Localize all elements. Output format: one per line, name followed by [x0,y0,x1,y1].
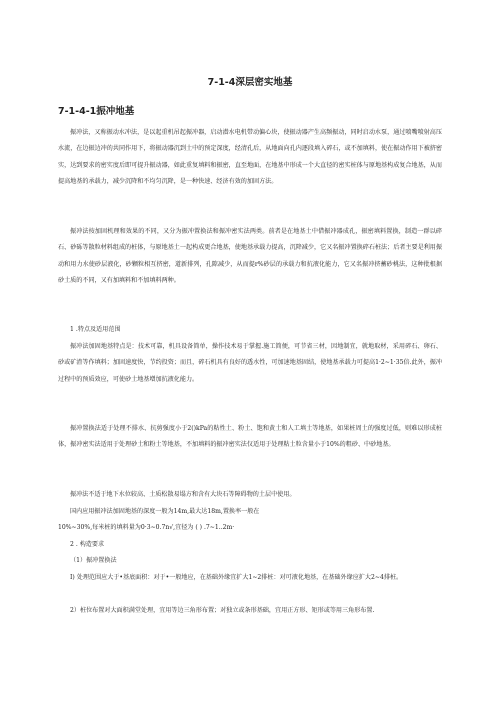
subheading-replacement-method: （1）振冲置换法 [70,557,117,564]
document-title: 7-1-4深层密实地基 [207,77,293,88]
paragraph-depth-line2: 10%~30%,每米桩的填料量为0·3~0.7n√,宜径为 ( ) .7~1..2m· [58,524,235,531]
paragraph-pile-layout: 2）桩位布置对大面积满堂处理，宜用等边三角形布置；对独立或条形基础，宜用正方形、矩形或等用三角形布置. [70,607,375,614]
paragraph-limitations: 振冲法不适于地下水位较高、土质松散易塌方和含有大块石等障碍物的土层中使用。 [70,491,296,498]
paragraph-features: 振冲法加固地基特点是：技术可靠，机具设备简单，操作技术易于掌握.施工简便，可节省三材，因地制宜，就地取材，采用碎石、卵石、砂或矿渣等作填料；加固速度快，节约投资；而且，碎石机具有良好的透水性，可加速地基固结，使地基承载力可提高1·2~1·35倍.此外，振冲过程中的预质效应，可使砂土地基增加抗液化能力。 [58,343,442,383]
subheading-features: 1 .特点及适用范围 [70,326,121,333]
section-heading: 7-1-4-1振冲地基 [58,106,135,117]
paragraph-classification: 振冲法按加固机理和效果的不同，又分为振冲置换法和振冲密实法两类。前者是在地基土中借振冲器成孔，振密填料置换，制造一群以碎石、砂砾等散粒材料组成的桩体，与原地基土一起构成更合地基，使地基承载力提高，沉降减少，它又名振冲置换碎石桩法；后者主要是利用振动和用力水使砂层液化，砂颗粒相互挤密，道新排列，孔隙减少，从而提r%砂层的承载力和抗液化能力，它又名振冲挤蓄砂桃法，这种批根据砂土质的不同，又有加填料和不加填料两种。 [58,228,442,285]
paragraph-applicability: 振冲置换法适于处理不排水、抗剪强度小于2()kPa的粘性土、粉土、饱和黄土和人工填土等地基，如果桩周土的强度过低，则难以形成桩体，振冲密实法适用于处理砂土和粉土等地基，不加填料的振冲密实法仅适用于处理粘土粒含量小于10%的粗砂、中砂地基。 [58,425,442,449]
subheading-construction: 2 . 构造要求 [70,541,105,548]
paragraph-treatment-range: I) 处理范围应大于•基底面积：对于•一般地应，在基础外缘宜扩大1~2排桩：对可液化地基，在基础外缘应扩大2~4排桩。 [70,574,403,581]
paragraph-depth-line1: 国内应用振冲法加固地基的深度一般为14m,最大达18m,置换率一般在 [70,508,260,515]
paragraph-intro: 振冲法，又称振动水冲法，是以起重机吊起振冲器，启动潜水电机带动偏心块，使振动器产生高频振动，同时启动水泵，通过喷嘴喷射高压水流，在边振边冲的共同作用下，将振动器沉到土中的预定深度，经清孔后，从地面向孔内逐段填入碎石，或不加填料，使在振动作用下被挤密实，达到要求的密实度后即可提升振动器，如此重复填料和振密，直至地面，在地基中形成一个大直径的密实桩体与原地基构成复合地基，从而提高地基的承载力，减少沉降和不均匀沉降，是一种快速、经济有效的加固方法。 [58,129,442,186]
